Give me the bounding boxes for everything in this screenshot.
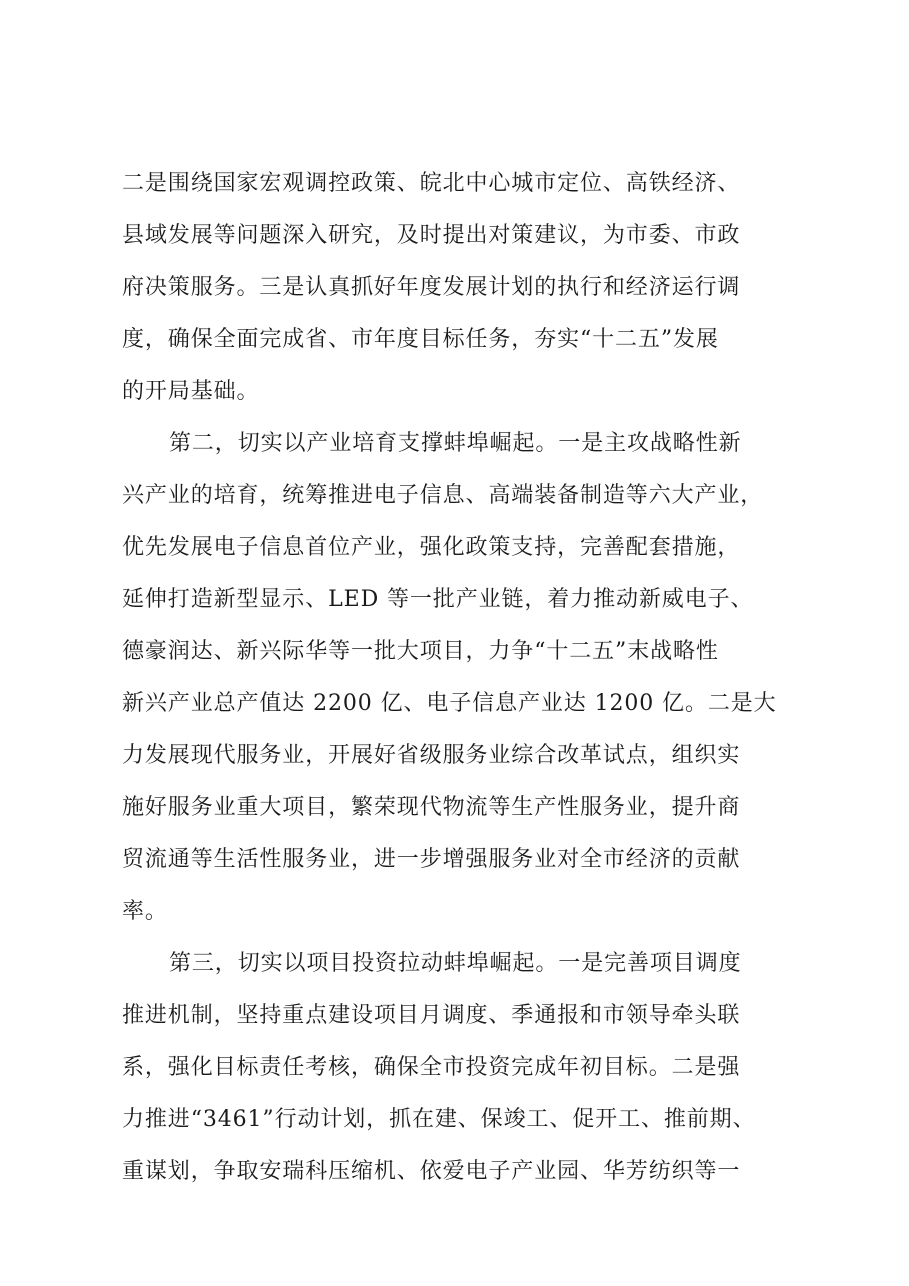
text-line: 府决策服务。三是认真抓好年度发展计划的执行和经济运行调 — [122, 275, 741, 300]
text-line: 贸流通等生活性服务业，进一步增强服务业对全市经济的贡献 — [122, 847, 741, 872]
text-line: 施好服务业重大项目，繁荣现代物流等生产性服务业，提升商 — [122, 795, 741, 820]
text-line: 重谋划，争取安瑞科压缩机、依爱电子产业园、华芳纺织等一 — [122, 1159, 741, 1184]
text-line: 推进机制，坚持重点建设项目月调度、季通报和市领导牵头联 — [122, 1003, 741, 1028]
text-line: 度，确保全面完成省、市年度目标任务，夯实“十二五”发展 — [122, 327, 719, 352]
text-line: 力发展现代服务业，开展好省级服务业综合改革试点，组织实 — [122, 743, 741, 768]
text-line: 新兴产业总产值达 2200 亿、电子信息产业达 1200 亿。二是大 — [122, 691, 777, 716]
text-line: 德豪润达、新兴际华等一批大项目，力争“十二五”末战略性 — [122, 639, 719, 664]
text-line: 县域发展等问题深入研究，及时提出对策建议，为市委、市政 — [122, 223, 741, 248]
text-line: 延伸打造新型显示、LED 等一批产业链，着力推动新威电子、 — [122, 587, 754, 612]
paragraph-first-line: 第二，切实以产业培育支撑蚌埠崛起。一是主攻战略性新 — [169, 431, 742, 456]
text-line: 优先发展电子信息首位产业，强化政策支持，完善配套措施， — [122, 535, 741, 560]
text-line: 系，强化目标责任考核，确保全市投资完成年初目标。二是强 — [122, 1055, 741, 1080]
text-line: 兴产业的培育，统筹推进电子信息、高端装备制造等六大产业， — [122, 483, 764, 508]
text-line: 二是围绕国家宏观调控政策、皖北中心城市定位、高铁经济、 — [122, 171, 741, 196]
text-line: 力推进“3461”行动计划，抓在建、保竣工、促开工、推前期、 — [122, 1107, 756, 1132]
text-line: 率。 — [122, 899, 168, 924]
text-line: 的开局基础。 — [122, 379, 260, 404]
paragraph-first-line: 第三，切实以项目投资拉动蚌埠崛起。一是完善项目调度 — [169, 951, 742, 976]
